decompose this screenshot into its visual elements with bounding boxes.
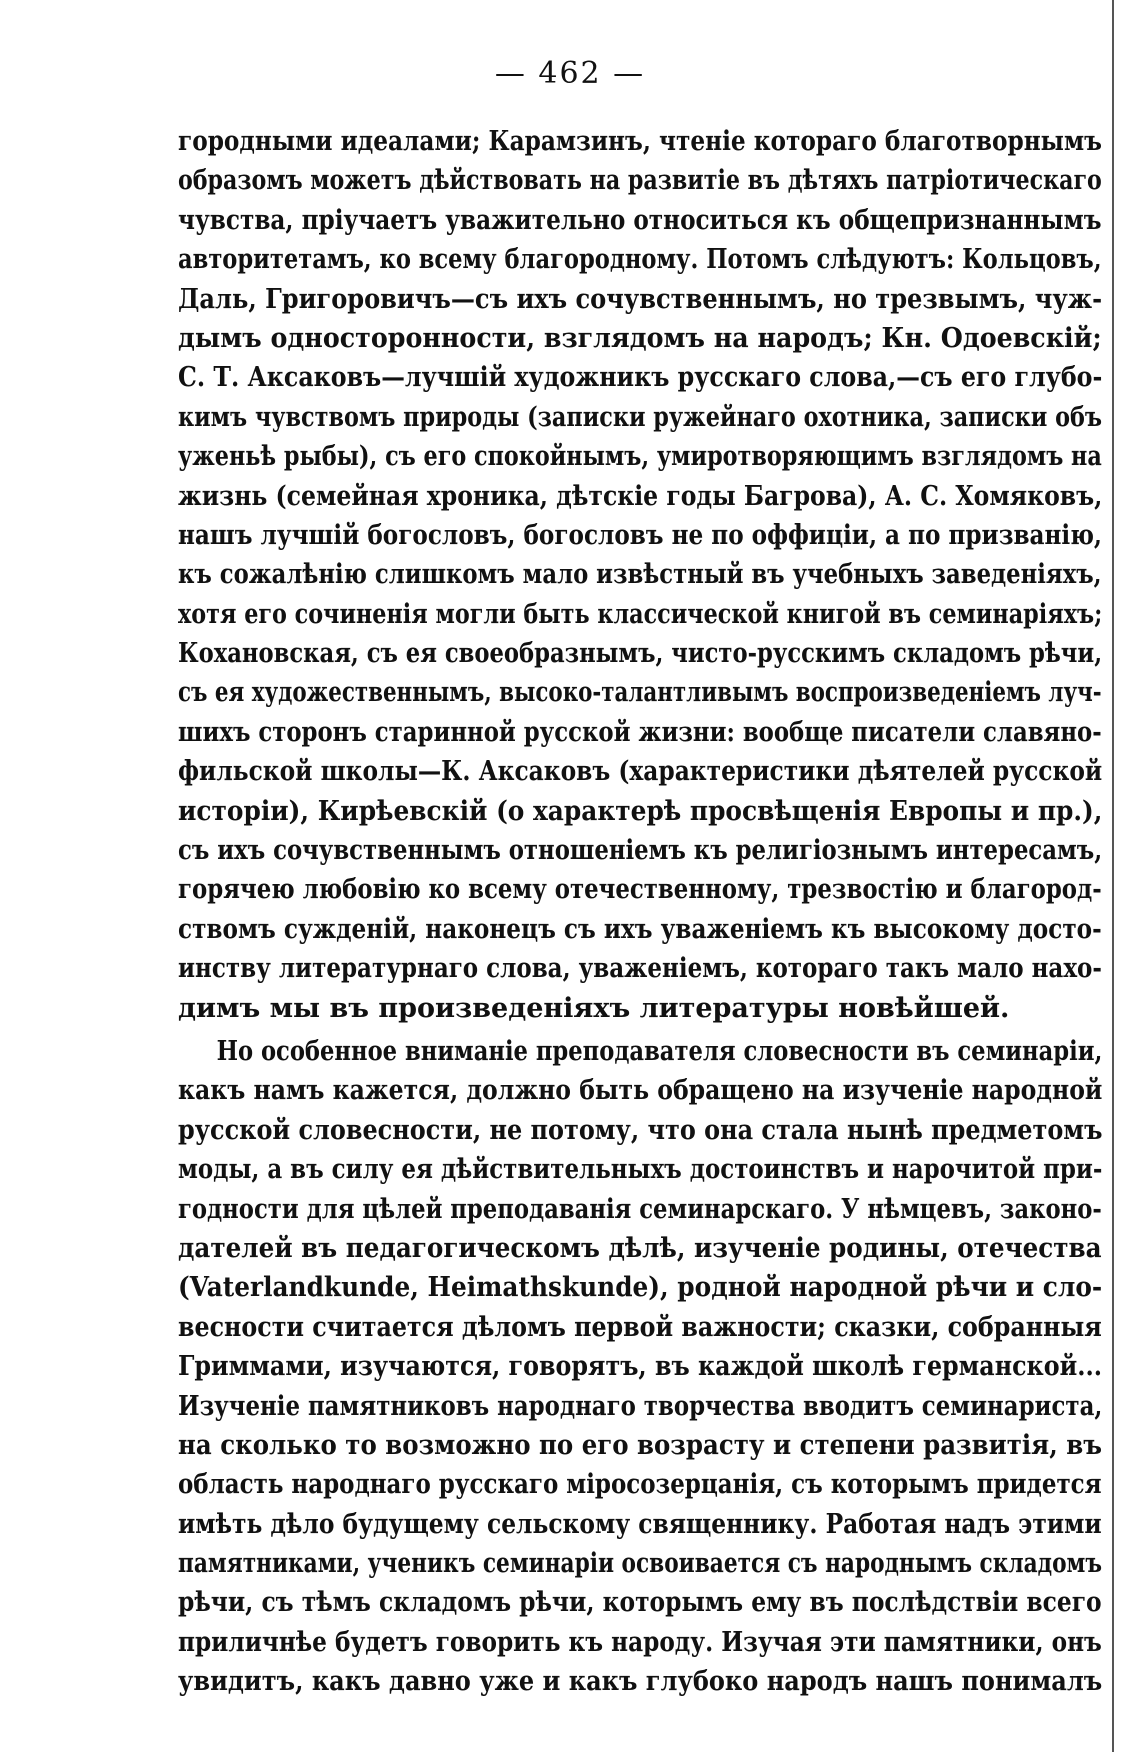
page-number: — 462 — [494,56,646,91]
text-line: авторитетамъ, ко всему благородному. Потомъ слѣдуютъ: Кольцовъ, [178,244,1102,276]
text-line: уженьѣ рыбы), съ его спокойнымъ, умиротворяющимъ взглядомъ на [178,441,1102,473]
text-line: дателей въ педагогическомъ дѣлѣ, изученіе родины, отечества [178,1232,1102,1264]
text-line: область народнаго русскаго міросозерцанія, съ которымъ придется [178,1469,1102,1501]
text-line: Но особенное вниманіе преподавателя словесности въ семинаріи, [216,1035,1103,1067]
text-line: инству литературнаго слова, уваженіемъ, котораго такъ мало нахо- [178,953,1102,985]
text-line: съ ея художественнымъ, высоко-талантливымъ воспроизведеніемъ луч- [178,677,1102,709]
text-line: Гриммами, изучаются, говорятъ, въ каждой школѣ германской... [178,1351,1103,1383]
text-line: годности для цѣлей преподаванія семинарскаго. У нѣмцевъ, законо- [178,1193,1102,1225]
text-line: весности считается дѣломъ первой важности; сказки, собранныя [178,1311,1102,1343]
text-line: С. Т. Аксаковъ—лучшій художникъ русскаго слова,—съ его глубо- [178,362,1103,394]
text-line: городными идеалами; Карамзинъ, чтеніе котораго благотворнымъ [178,126,1102,157]
text-line: Кохановская, съ ея своеобразнымъ, чисто-русскимъ складомъ рѣчи, [178,638,1103,670]
text-line: образомъ можетъ дѣйствовать на развитіе въ дѣтяхъ патріотическаго [178,165,1102,197]
text-line: моды, а въ силу ея дѣйствительныхъ достоинствъ и нарочитой при- [178,1154,1103,1186]
text-line: на сколько то возможно по его возрасту и степени развитія, въ [178,1429,1102,1461]
text-line: Даль, Григоровичъ—съ ихъ сочувственнымъ, но трезвымъ, чуж- [178,283,1103,315]
text-line: хотя его сочиненія могли быть классической книгой въ семинаріяхъ; [178,598,1103,630]
text-line: кимъ чувствомъ природы (записки ружейнаго охотника, записки объ [178,401,1102,433]
text-line: димъ мы въ произведеніяхъ литературы новѣйшей. [178,992,1010,1024]
text-line: съ ихъ сочувственнымъ отношеніемъ къ религіознымъ интересамъ, [178,835,1103,867]
text-line: Изученіе памятниковъ народнаго творчества вводитъ семинариста, [178,1390,1103,1422]
text-line: увидитъ, какъ давно уже и какъ глубоко народъ нашъ понималъ [178,1666,1103,1698]
text-line: русской словесности, не потому, что она стала нынѣ предметомъ [178,1114,1103,1146]
text-line: исторіи), Кирѣевскій (о характерѣ просвѣщенія Европы и пр.), [178,795,1103,827]
text-line: горячею любовію ко всему отечественному, трезвостію и благород- [178,874,1102,906]
page-edge-rule [1112,0,1114,1752]
text-line: шихъ сторонъ старинной русской жизни: вообще писатели славяно- [178,716,1102,748]
paragraph-1 [178,122,1102,1028]
text-line: чувства, пріучаетъ уважительно относиться къ общепризнаннымъ [178,204,1102,236]
text-line: фильской школы—К. Аксаковъ (характеристики дѣятелей русской [178,756,1103,788]
text-line: памятниками, ученикъ семинаріи освоивается съ народнымъ складомъ [178,1548,1102,1580]
text-line: жизнь (семейная хроника, дѣтскіе годы Багрова), А. С. Хомяковъ, [178,480,1103,512]
text-line: нашъ лучшій богословъ, богословъ не по оффиціи, а по призванію, [178,519,1102,551]
text-line: какъ намъ кажется, должно быть обращено на изученіе народной [178,1075,1103,1107]
text-line: дымъ односторонности, взглядомъ на народъ; Кн. Одоевскій; [178,322,1102,354]
text-line: приличнѣе будетъ говорить къ народу. Изучая эти памятники, онъ [178,1626,1102,1658]
text-line: ствомъ сужденій, наконецъ съ ихъ уваженіемъ къ высокому досто- [178,913,1102,945]
text-line: къ сожалѣнію слишкомъ мало извѣстный въ учебныхъ заведеніяхъ, [178,559,1102,591]
text-line: рѣчи, съ тѣмъ складомъ рѣчи, которымъ ему въ послѣдствіи всего [178,1587,1102,1619]
paragraph-2 [178,1032,1102,1702]
text-line: имѣть дѣло будущему сельскому священнику. Работая надъ этими [178,1508,1102,1540]
text-line: (Vaterlandkunde, Heimathskunde), родной народной рѣчи и сло- [178,1272,1103,1304]
body-text [178,122,1102,1702]
